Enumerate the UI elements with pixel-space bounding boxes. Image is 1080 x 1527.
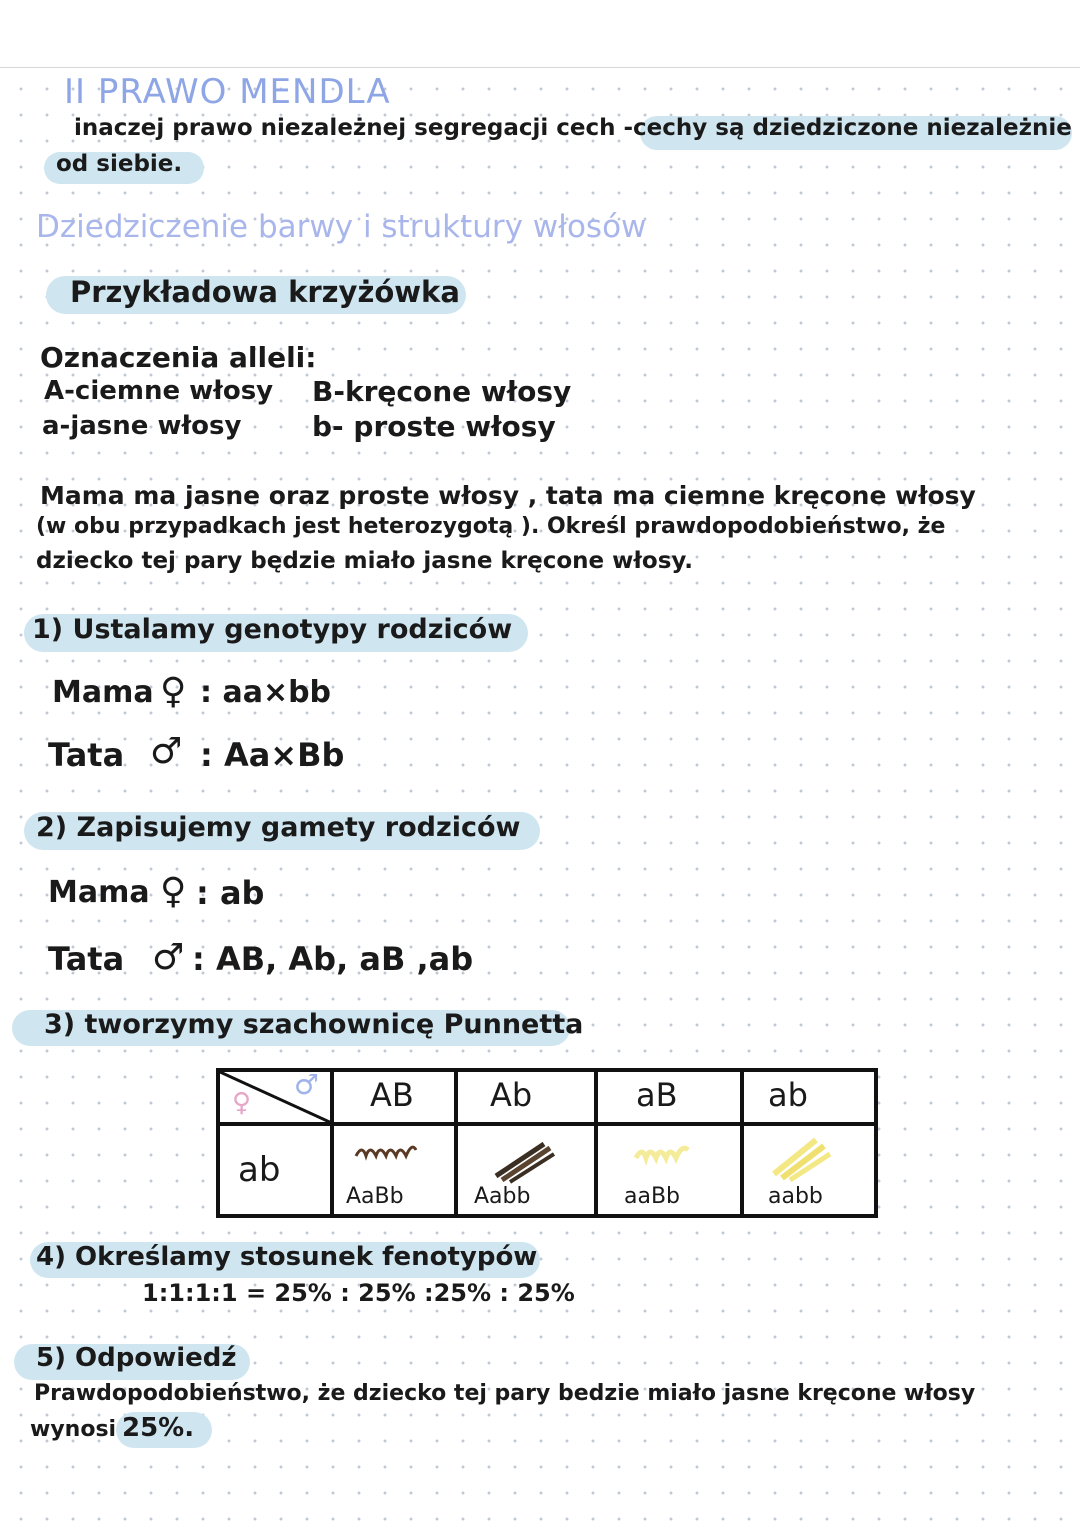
allele-a: a-jasne włosy <box>42 411 242 441</box>
mother-genotype: : aa×bb <box>200 675 332 710</box>
step3-heading: 3) tworzymy szachownicę Punnetta <box>44 1009 584 1040</box>
female-symbol-icon-2: ♀ <box>160 871 187 912</box>
law-definition-line2: od siebie. <box>56 151 183 177</box>
corner-male-icon: ♂ <box>294 1068 320 1101</box>
law-definition-line1: inaczej prawo niezależnej segregacji cech -cechy są dziedziczone niezależnie <box>74 115 1072 141</box>
answer-line2-prefix: wynosi <box>30 1417 117 1442</box>
mother-gametes: : ab <box>196 874 265 912</box>
mother-gametes-value: ab <box>219 874 265 912</box>
section-subtitle: Dziedziczenie barwy i struktury włosów <box>36 209 647 245</box>
answer-line1: Prawdopodobieństwo, że dziecko tej pary bedzie miało jasne kręcone włosy <box>34 1381 976 1406</box>
allele-A: A-ciemne włosy <box>44 376 274 406</box>
column-header-AB: AB <box>370 1076 414 1114</box>
divider <box>454 1072 458 1214</box>
curly-dark-hair-swatch <box>350 1130 430 1170</box>
cell-AaBb: AaBb <box>346 1184 404 1209</box>
mother-gametes-label: Mama <box>48 875 150 910</box>
divider <box>740 1072 744 1214</box>
allele-B: B-kręcone włosy <box>312 375 572 408</box>
father-gametes-label: Tata <box>48 940 125 978</box>
allele-b: b- proste włosy <box>312 410 556 443</box>
example-heading: Przykładowa krzyżówka <box>70 275 460 309</box>
father-gametes-value: AB, Ab, aB ,ab <box>215 940 474 978</box>
cell-aabb: aabb <box>768 1184 823 1209</box>
father-genotype: : Aa×Bb <box>200 736 345 774</box>
problem-line3: dziecko tej pary będzie miało jasne kręcone włosy. <box>36 548 694 574</box>
cell-aaBb: aaBb <box>624 1184 681 1209</box>
column-header-aB: aB <box>636 1076 678 1114</box>
curly-light-hair-swatch <box>630 1130 710 1170</box>
mother-genotype-value: aa×bb <box>222 675 332 710</box>
male-symbol-icon-2: ♂ <box>152 937 185 978</box>
problem-line2: (w obu przypadkach jest heterozygotą ). Określ prawdopodobieństwo, że <box>36 514 946 539</box>
straight-dark-hair-swatch <box>490 1136 560 1186</box>
row-header-ab: ab <box>238 1150 281 1190</box>
divider <box>220 1122 874 1126</box>
step2-heading: 2) Zapisujemy gamety rodziców <box>36 812 521 843</box>
step5-heading: 5) Odpowiedź <box>36 1343 237 1373</box>
step4-heading: 4) Określamy stosunek fenotypów <box>36 1242 538 1272</box>
straight-light-hair-swatch <box>770 1134 840 1184</box>
mother-genotype-label: Mama <box>52 675 154 710</box>
page-title: II PRAWO MENDLA <box>64 72 391 112</box>
alleles-heading: Oznaczenia alleli: <box>40 341 317 374</box>
answer-value: 25%. <box>122 1413 195 1443</box>
father-genotype-value: Aa×Bb <box>223 736 345 774</box>
divider <box>330 1072 334 1214</box>
cell-Aabb: Aabb <box>474 1184 531 1209</box>
column-header-Ab: Ab <box>490 1076 533 1114</box>
problem-line1: Mama ma jasne oraz proste włosy , tata ma ciemne kręcone włosy <box>40 481 976 510</box>
father-gametes: : AB, Ab, aB ,ab <box>192 940 474 978</box>
step1-heading: 1) Ustalamy genotypy rodziców <box>32 614 513 645</box>
father-genotype-label: Tata <box>48 736 125 774</box>
divider <box>594 1072 598 1214</box>
female-symbol-icon: ♀ <box>160 671 187 712</box>
column-header-ab: ab <box>768 1076 808 1114</box>
corner-female-icon: ♀ <box>232 1088 252 1118</box>
phenotype-ratio: 1:1:1:1 = 25% : 25% :25% : 25% <box>142 1279 575 1307</box>
punnett-square <box>216 1068 878 1218</box>
male-symbol-icon: ♂ <box>150 731 183 772</box>
